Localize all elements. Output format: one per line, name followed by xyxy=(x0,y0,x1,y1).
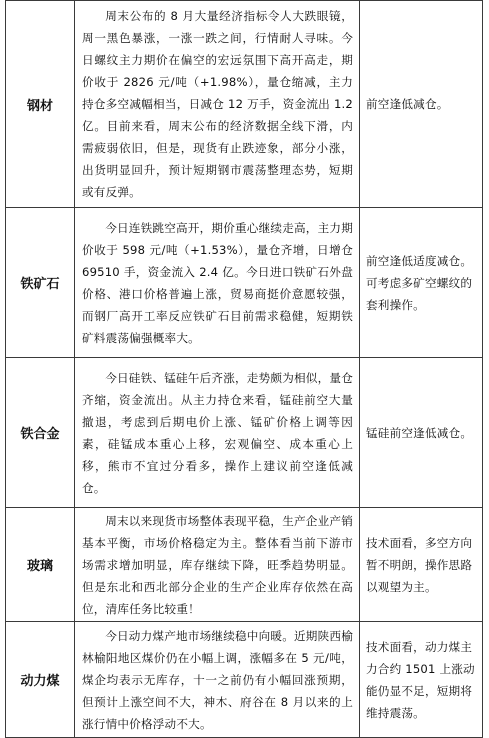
table-row xyxy=(6,508,483,622)
table-row xyxy=(6,208,483,358)
category-cell: 铁矿石 xyxy=(6,208,75,358)
analysis-cell: 今日连铁跳空高开，期价重心继续走高，主力期价收于 598 元/吨（+1.53%），量仓齐增，日增仓 69510 手，资金流入 2.4 亿。今日进口铁矿石外盘价格、港口价格普遍上涨，贸易商挺价意愿较强，而钢厂高开工率反应铁矿石目前需求稳健，短期铁矿料震荡偏强概率大。 xyxy=(75,208,360,358)
strategy-cell: 锰硅前空逢低减仓。 xyxy=(360,358,483,508)
category-cell: 铁合金 xyxy=(6,358,75,508)
category-cell: 动力煤 xyxy=(6,622,75,738)
strategy-cell: 前空逢低适度减仓。可考虑多矿空螺纹的套利操作。 xyxy=(360,208,483,358)
strategy-cell: 技术面看，动力煤主力合约 1501 上涨动能仍显不足，短期将维持震荡。 xyxy=(360,622,483,738)
analysis-cell: 周末公布的 8 月大量经济指标令人大跌眼镜，周一黑色暴涨，一涨一跌之间，行情耐人寻味。今日螺纹主力期价在偏空的宏远氛围下高开高走，期价收于 2826 元/吨（+1.98%），量仓缩减，主力持仓多空减幅相当，日减仓 12 万手，资金流出 1.2 亿。目前来看，周末公布的经济数据全线下滑，内需疲弱依旧，但是，现货有止跌迹象，部分小涨，出货明显回升，预计短期钢市震荡整理态势，短期或有反弹。 xyxy=(75,1,360,208)
strategy-cell: 技术面看，多空方向暂不明朗，操作思路以观望为主。 xyxy=(360,508,483,622)
table-row xyxy=(6,622,483,738)
table-row xyxy=(6,1,483,208)
table-row xyxy=(6,358,483,508)
strategy-cell: 前空逢低减仓。 xyxy=(360,1,483,208)
analysis-cell: 周末以来现货市场整体表现平稳，生产企业产销基本平衡，市场价格稳定为主。整体看当前下游市场需求增加明显，库存继续下降，旺季趋势明显。但是东北和西北部分企业的生产企业库存依然在高位，清库任务比较重！ xyxy=(75,508,360,622)
commodity-analysis-table xyxy=(5,0,483,738)
analysis-cell: 今日动力煤产地市场继续稳中向暖。近期陕西榆林榆阳地区煤价仍在小幅上调，涨幅多在 5 元/吨，煤企均表示无库存，十一之前仍有小幅回涨预期，但预计上涨空间不大，神木、府谷在 8 月以来的上涨行情中价格浮动不大。 xyxy=(75,622,360,738)
category-cell: 玻璃 xyxy=(6,508,75,622)
analysis-cell: 今日硅铁、锰硅午后齐涨，走势颇为相似，量仓齐缩，资金流出。从主力持仓来看，锰硅前空大量撤退，考虑到后期电价上涨、锰矿价格上调等因素，硅锰成本重心上移，宏观偏空、成本重心上移，熊市不宜过分看多，操作上建议前空逢低减仓。 xyxy=(75,358,360,508)
category-cell: 钢材 xyxy=(6,1,75,208)
